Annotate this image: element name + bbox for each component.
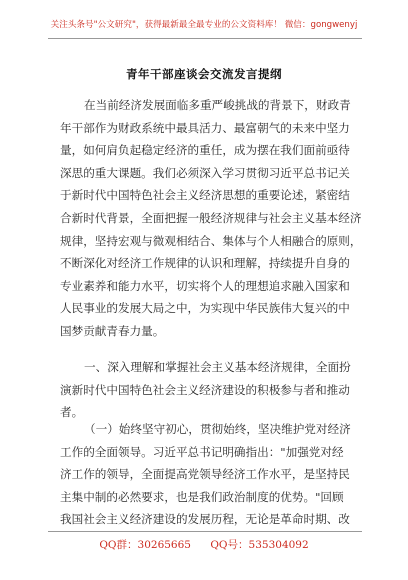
paragraph-line: （一）始终坚守初心，贯彻始终，坚决维护党对经济 bbox=[84, 422, 351, 436]
paragraph-1 bbox=[60, 94, 362, 343]
paragraph-line: 专业素养和能力水平，切实将个人的理想追求融入国家和 bbox=[60, 278, 350, 293]
footer-contact bbox=[0, 537, 408, 552]
paragraph-line: 演新时代中国特色社会主义经济建设的积极参与者和推动 bbox=[60, 382, 350, 397]
paragraph-line: 国梦贡献青春力量。 bbox=[60, 323, 165, 338]
paragraph-line: 合新时代背景，全面把握一般经济规律与社会主义基本经济 bbox=[60, 210, 362, 225]
paragraph-line: 规律，坚持宏观与微观相结合、集体与个人相融合的原则， bbox=[60, 233, 362, 248]
header-promo-text: 关注头条号"公文研究"，获得最新最全最专业的公文资料库！ 微信：gongwenyj bbox=[50, 20, 358, 30]
paragraph-2 bbox=[60, 356, 351, 424]
paragraph-line: 不断深化对经济工作规律的认识和理解，持续提升自身的 bbox=[60, 256, 350, 271]
paragraph-line: 在当前经济发展面临多重严峻挑战的背景下，财政青 bbox=[84, 98, 351, 112]
footer-qq-group: QQ群：30265665 bbox=[99, 539, 191, 551]
paragraph-line: 主集中制的必然要求，也是我们政治制度的优势。"回顾 bbox=[60, 489, 344, 504]
footer-rule bbox=[48, 531, 362, 532]
paragraph-3 bbox=[60, 418, 351, 531]
footer-qq-number: QQ号：535304092 bbox=[210, 539, 309, 551]
document-title: 青年干部座谈会交流发言提纲 bbox=[126, 67, 282, 81]
paragraph-line: 年干部作为财政系统中最具活力、最富朝气的未来中坚力 bbox=[60, 120, 350, 135]
paragraph-line: 人民事业的发展大局之中，为实现中华民族伟大复兴的中 bbox=[60, 301, 350, 316]
paragraph-line: 工作的全面领导。习近平总书记明确指出："加强党对经 bbox=[60, 444, 344, 459]
paragraph-line: 量，如何肩负起稳定经济的重任，成为摆在我们面前亟待 bbox=[60, 143, 350, 158]
header-rule bbox=[48, 38, 362, 39]
paragraph-line: 于新时代中国特色社会主义经济思想的重要论述，紧密结 bbox=[60, 188, 350, 203]
paragraph-line: 我国社会主义经济建设的发展历程，无论是革命时期、改 bbox=[60, 512, 350, 527]
paragraph-line: 者。 bbox=[60, 405, 84, 420]
paragraph-line: 深思的重大课题。我们必须深入学习贯彻习近平总书记关 bbox=[60, 165, 350, 180]
paragraph-line: 一、深入理解和掌握社会主义基本经济规律，全面扮 bbox=[84, 360, 351, 374]
paragraph-line: 济工作的领导，全面提高党领导经济工作水平，是坚持民 bbox=[60, 467, 350, 482]
